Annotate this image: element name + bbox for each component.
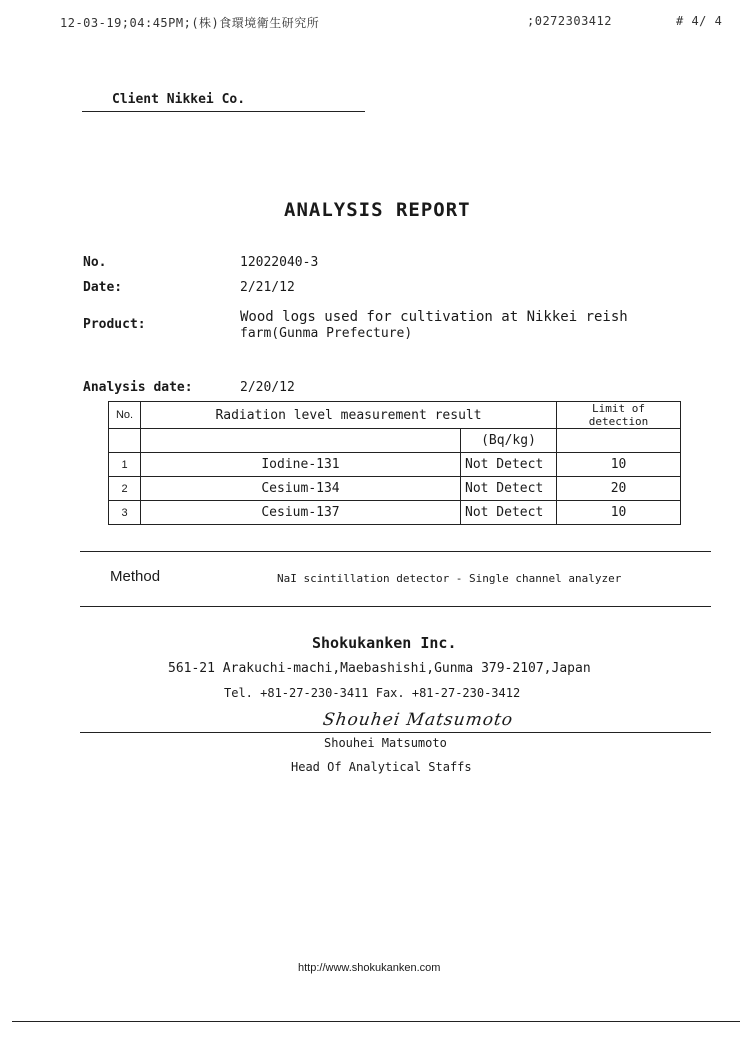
date-label: Date: [83,280,123,295]
table-row [109,501,681,525]
product-line-2: farm(Gunma Prefecture) [240,326,413,341]
row-limit: 20 [557,477,681,501]
method-bottom-rule [80,606,711,607]
row-no: 1 [109,453,141,477]
table-unit-row [109,429,681,453]
fax-header-number: ;0272303412 [527,14,612,28]
no-label: No. [83,255,107,270]
footer-url: http://www.shokukanken.com [298,962,441,974]
signer-name: Shouhei Matsumoto [324,736,447,750]
handwritten-signature: Shouhei Matsumoto [321,710,515,730]
analysis-date-value: 2/20/12 [240,380,295,395]
method-top-rule [80,551,711,552]
footer-rule [12,1021,740,1022]
fax-header-page: # 4/ 4 [676,14,723,28]
client-label: Client Nikkei Co. [112,92,246,107]
date-value: 2/21/12 [240,280,295,295]
signer-title: Head Of Analytical Staffs [291,760,472,774]
company-address: 561-21 Arakuchi-machi,Maebashishi,Gunma 379-2107,Japan [168,661,591,676]
table-header-row [109,402,681,429]
header-result: Radiation level measurement result [141,402,557,429]
row-no: 3 [109,501,141,525]
row-result: Not Detect [461,501,557,525]
row-limit: 10 [557,501,681,525]
company-contact: Tel. +81-27-230-3411 Fax. +81-27-230-3412 [224,686,521,700]
method-label: Method [110,568,161,585]
row-limit: 10 [557,453,681,477]
no-value: 12022040-3 [240,255,319,270]
table-row [109,477,681,501]
signature-rule [80,732,711,733]
header-limit: Limit of detection [557,402,681,429]
product-line-1: Wood logs used for cultivation at Nikkei reish [240,309,628,325]
report-title: ANALYSIS REPORT [284,199,471,221]
client-underline [82,111,365,112]
company-name: Shokukanken Inc. [312,634,457,652]
row-nuclide: Cesium-134 [141,477,461,501]
fax-header-left: 12-03-19;04:45PM;(株)食環境衛生研究所 [60,16,320,30]
row-no: 2 [109,477,141,501]
row-nuclide: Cesium-137 [141,501,461,525]
header-no: No. [109,402,141,429]
row-result: Not Detect [461,477,557,501]
product-label: Product: [83,317,146,332]
row-nuclide: Iodine-131 [141,453,461,477]
table-row [109,453,681,477]
radiation-results-table [108,401,681,525]
unit-label: (Bq/kg) [461,429,557,453]
row-result: Not Detect [461,453,557,477]
analysis-date-label: Analysis date: [83,380,193,395]
method-value: NaI scintillation detector - Single channel analyzer [277,572,622,585]
